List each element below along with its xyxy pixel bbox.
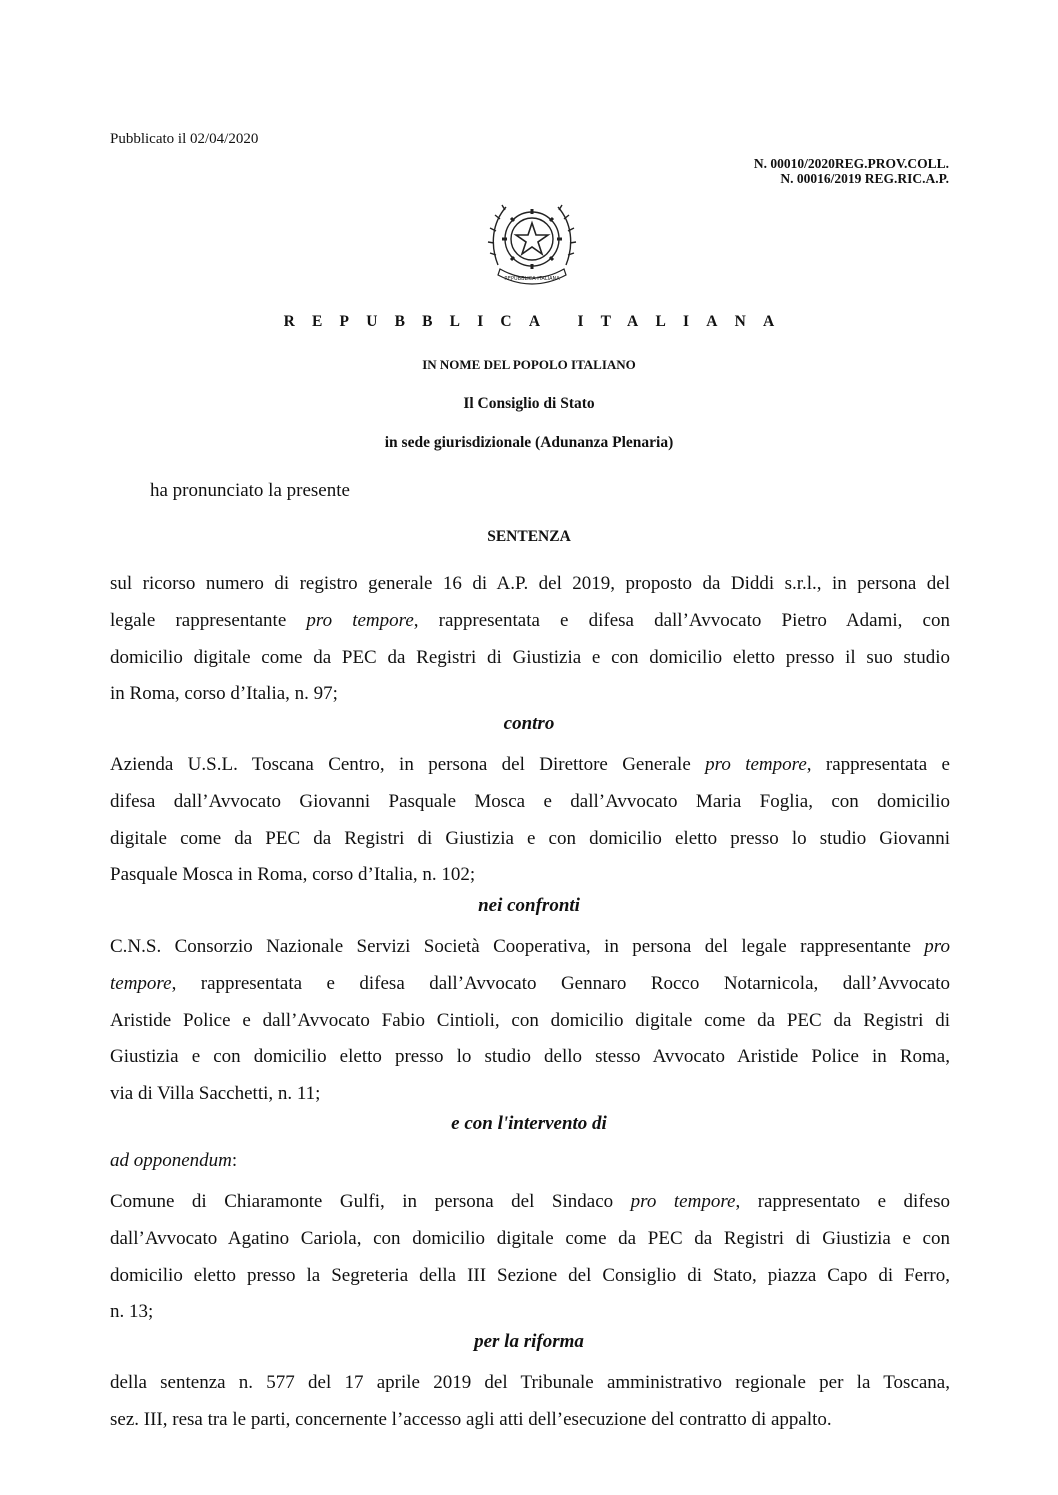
- text-line: domicilio eletto presso la Segreteria della III Sezione del Consiglio di Stato, piazza Capo di Ferro,: [110, 1264, 950, 1286]
- court-name: Il Consiglio di Stato: [463, 395, 595, 412]
- text-line: via di Villa Sacchetti, n. 11;: [110, 1083, 321, 1105]
- text-line: tempore, rappresentata e difesa dall’Avvocato Gennaro Rocco Notarnicola, dall’Avvocato: [110, 972, 950, 994]
- text-line: Comune di Chiaramonte Gulfi, in persona del Sindaco pro tempore, rappresentato e difeso: [110, 1191, 950, 1212]
- text-line: della sentenza n. 577 del 17 aprile 2019 del Tribunale amministrativo regionale per la Toscana,: [110, 1372, 950, 1393]
- heading-per-la-riforma: per la riforma: [474, 1331, 584, 1352]
- paragraph-contro: [110, 747, 950, 894]
- ad-opponendum-line: ad opponendum:: [110, 1150, 238, 1171]
- court-section: in sede giurisdizionale (Adunanza Plenaria): [384, 434, 674, 451]
- text-line: n. 13;: [110, 1301, 154, 1323]
- svg-text:REPUBBLICA ITALIANA: REPUBBLICA ITALIANA: [504, 276, 560, 282]
- text-line: digitale come da PEC da Registri di Giustizia e con domicilio eletto presso lo studio Giovanni: [110, 827, 950, 849]
- text-line: difesa dall’Avvocato Giovanni Pasquale Mosca e dall’Avvocato Maria Foglia, con domicilio: [110, 790, 950, 812]
- heading-nei-confronti: nei confronti: [478, 895, 580, 916]
- paragraph-riforma: [110, 1365, 950, 1439]
- registry-references: [754, 156, 949, 186]
- heading-contro: contro: [503, 713, 555, 734]
- registry-ref-ric: N. 00016/2019 REG.RIC.A.P.: [780, 171, 949, 186]
- text-line: Aristide Police e dall’Avvocato Fabio Cintioli, con domicilio digitale come da PEC da Registri di: [110, 1009, 950, 1031]
- pronunciato-line: ha pronunciato la presente: [150, 480, 350, 501]
- italian-republic-emblem-icon: [486, 195, 578, 291]
- text-line: Azienda U.S.L. Toscana Centro, in persona del Direttore Generale pro tempore, rappresentata e: [110, 754, 950, 775]
- text-line: legale rappresentante pro tempore, rappresentata e difesa dall’Avvocato Pietro Adami, con: [110, 609, 950, 631]
- text-line: C.N.S. Consorzio Nazionale Servizi Società Cooperativa, in persona del legale rappresentante pro: [110, 936, 950, 957]
- paragraph-intervento: [110, 1184, 950, 1331]
- text-line: sez. III, resa tra le parti, concernente l’accesso agli atti dell’esecuzione del contratto di appalto.: [110, 1408, 832, 1430]
- text-line: sul ricorso numero di registro generale 16 di A.P. del 2019, proposto da Diddi s.r.l., in persona del: [110, 573, 950, 594]
- text-line: in Roma, corso d’Italia, n. 97;: [110, 683, 338, 705]
- text-line: Giustizia e con domicilio eletto presso lo studio dello stesso Avvocato Aristide Police in Roma,: [110, 1046, 950, 1068]
- text-line: Pasquale Mosca in Roma, corso d’Italia, n. 102;: [110, 864, 476, 886]
- heading-intervento: e con l'intervento di: [451, 1113, 607, 1134]
- paragraph-nei-confronti: [110, 929, 950, 1113]
- text-line: domicilio digitale come da PEC da Registri di Giustizia e con domicilio eletto presso il suo studio: [110, 646, 950, 668]
- text-line: dall’Avvocato Agatino Cariola, con domicilio digitale come da PEC da Registri di Giustizia e con: [110, 1227, 950, 1249]
- republic-heading: REPUBBLICA ITALIANA: [283, 313, 792, 330]
- published-date: Pubblicato il 02/04/2020: [110, 131, 259, 147]
- sentenza-heading: SENTENZA: [487, 528, 571, 545]
- paragraph-ricorso: [110, 566, 950, 713]
- registry-ref-prov: N. 00010/2020REG.PROV.COLL.: [753, 156, 949, 171]
- nome-popolo-heading: IN NOME DEL POPOLO ITALIANO: [422, 357, 636, 372]
